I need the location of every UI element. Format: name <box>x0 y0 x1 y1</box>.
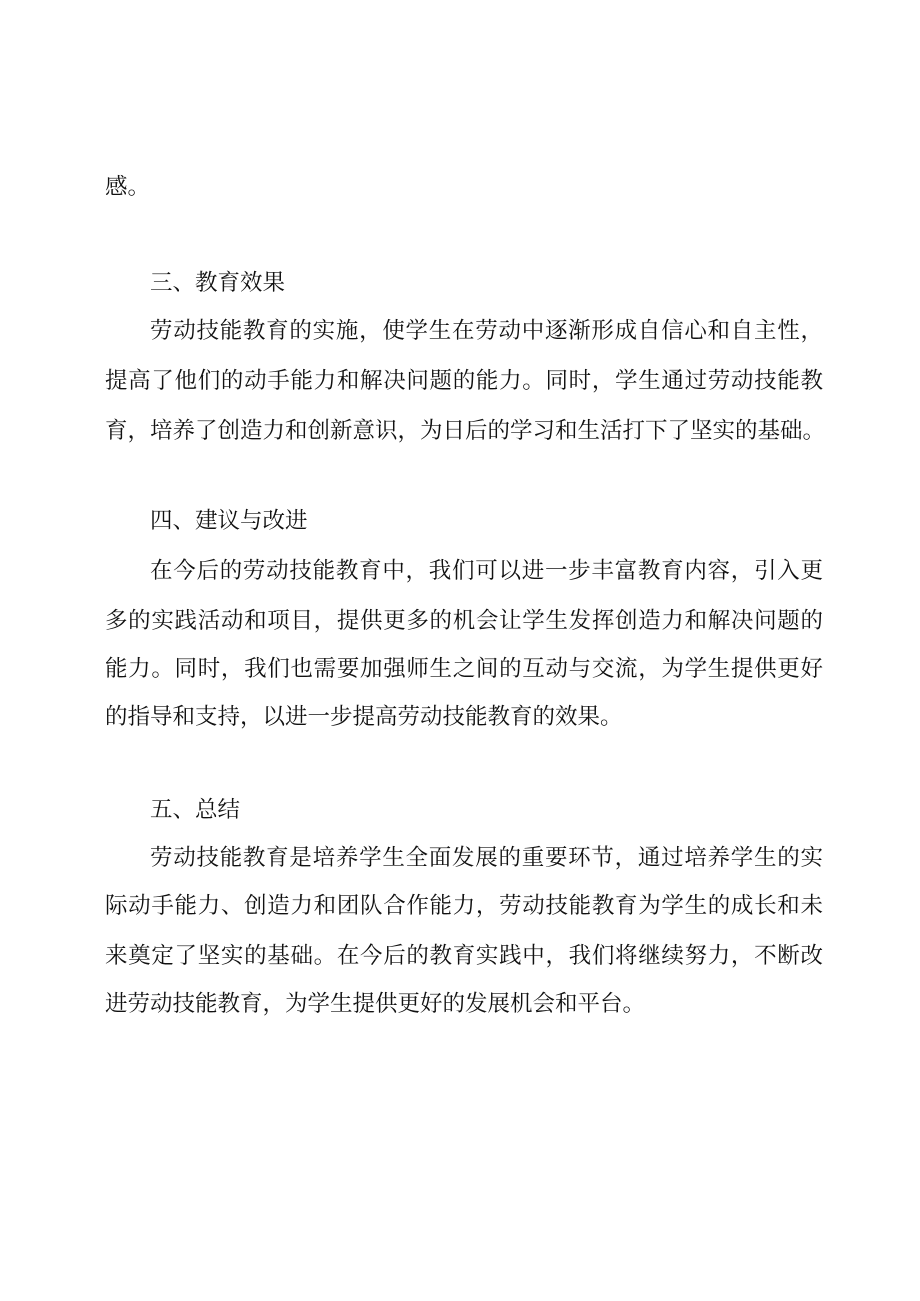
paragraph-line: 多的实践活动和项目，提供更多的机会让学生发挥创造力和解决问题的 <box>105 608 823 634</box>
section-heading-suggestions: 四、建议与改进 <box>150 508 308 534</box>
paragraph-continuation-line: 感。 <box>105 174 151 200</box>
paragraph-line: 能力。同时，我们也需要加强师生之间的互动与交流，为学生提供更好 <box>105 656 823 682</box>
paragraph-line: 在今后的劳动技能教育中，我们可以进一步丰富教育内容，引入更 <box>150 558 823 584</box>
paragraph-line: 劳动技能教育是培养学生全面发展的重要环节，通过培养学生的实 <box>150 845 823 871</box>
paragraph-line: 的指导和支持，以进一步提高劳动技能教育的效果。 <box>105 704 623 730</box>
paragraph-line: 劳动技能教育的实施，使学生在劳动中逐渐形成自信心和自主性， <box>150 318 823 344</box>
section-heading-education-effect: 三、教育效果 <box>150 270 286 296</box>
section-heading-summary: 五、总结 <box>150 797 241 823</box>
paragraph-line: 际动手能力、创造力和团队合作能力，劳动技能教育为学生的成长和未 <box>105 893 823 919</box>
paragraph-line: 进劳动技能教育，为学生提供更好的发展机会和平台。 <box>105 991 646 1017</box>
paragraph-line: 育，培养了创造力和创新意识，为日后的学习和生活打下了坚实的基础。 <box>105 418 826 444</box>
paragraph-line: 提高了他们的动手能力和解决问题的能力。同时，学生通过劳动技能教 <box>105 368 823 394</box>
paragraph-line: 来奠定了坚实的基础。在今后的教育实践中，我们将继续努力，不断改 <box>105 943 823 969</box>
